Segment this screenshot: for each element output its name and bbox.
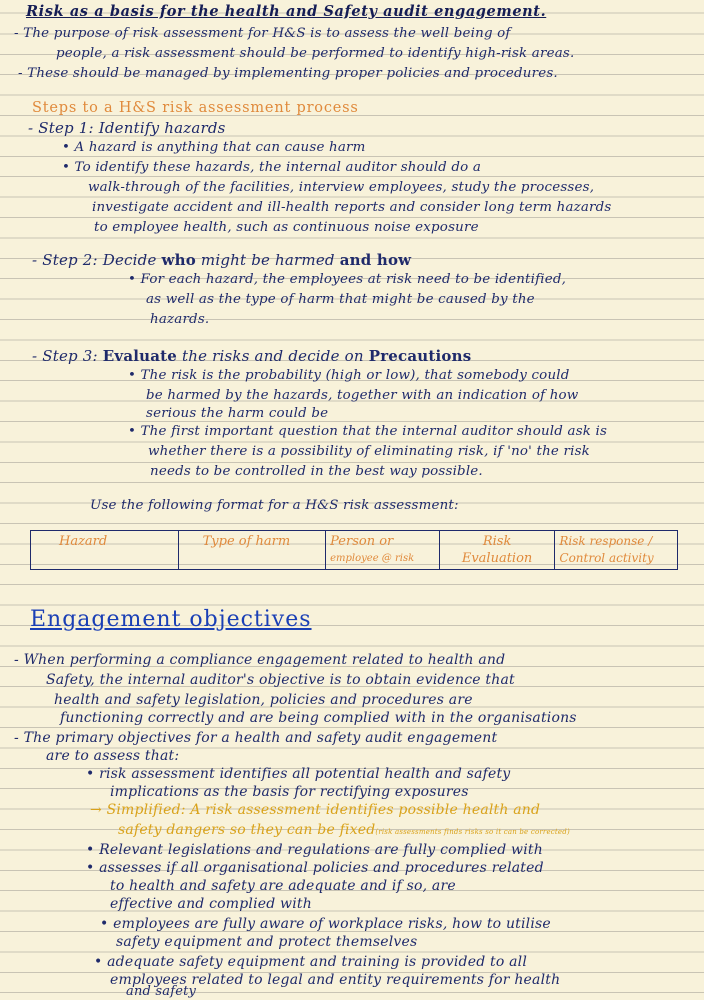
step1-line-2: • To identify these hazards, the internal auditor should do a	[62, 160, 482, 175]
step3-line-6: needs to be controlled in the best way possible.	[150, 464, 483, 479]
engagement-line-7: • risk assessment identifies all potential health and safety	[86, 766, 511, 782]
page-title: Risk as a basis for the health and Safety audit engagement.	[26, 3, 547, 20]
step1-line-3: walk-through of the facilities, interview employees, study the processes,	[88, 180, 595, 195]
engagement-heading: Engagement objectives	[30, 607, 312, 632]
bullet-line-9: and safety	[126, 984, 197, 999]
step2-label-how: and how	[339, 251, 412, 269]
bullet-line-5: • employees are fully aware of workplace risks, how to utilise	[100, 916, 551, 932]
simplified-line-1: → Simplified: A risk assessment identifies possible health and	[90, 802, 541, 818]
bullet-line-3: to health and safety are adequate and if so, are	[110, 878, 456, 894]
step1-label: - Step 1: Identify hazards	[28, 119, 226, 137]
intro-line-2: people, a risk assessment should be performed to identify high-risk areas.	[56, 46, 575, 61]
engagement-line-8: implications as the basis for rectifying exposures	[110, 784, 469, 800]
table-header-person: Person or employee @ risk	[326, 531, 440, 569]
bullet-line-4: effective and complied with	[110, 896, 312, 912]
format-line: Use the following format for a H&S risk assessment:	[90, 498, 459, 513]
bullet-line-2: • assesses if all organisational policies and procedures related	[86, 860, 544, 876]
bullet-line-1: • Relevant legislations and regulations are fully complied with	[86, 842, 543, 858]
intro-line-1: - The purpose of risk assessment for H&S is to assess the well being of	[14, 26, 511, 41]
steps-heading: Steps to a H&S risk assessment process	[32, 100, 359, 116]
step3-label-pre: - Step 3:	[32, 347, 103, 365]
step2-label-who: who	[161, 251, 196, 269]
simplified-line-2	[118, 820, 570, 842]
step2-label-mid: might be harmed	[195, 251, 340, 269]
step3-line-1: • The risk is the probability (high or low), that somebody could	[128, 368, 570, 383]
engagement-line-1: - When performing a compliance engagement related to health and	[14, 652, 506, 668]
table-header-risk-evaluation: Risk Evaluation	[440, 531, 556, 569]
step1-line-4: investigate accident and ill-health reports and consider long term hazards	[92, 200, 612, 215]
step2-label-pre: - Step 2: Decide	[32, 251, 162, 269]
step3-line-4: • The first important question that the internal auditor should ask is	[128, 424, 608, 439]
table-header-hazard: Hazard	[31, 531, 179, 569]
table-header-risk-response: Risk response / Control activity	[559, 534, 654, 565]
table-header-type-of-harm: Type of harm	[179, 531, 327, 569]
risk-assessment-table	[30, 530, 678, 570]
step3-line-2: be harmed by the hazards, together with an indication of how	[146, 388, 579, 403]
step3-label-prec: Precautions	[368, 347, 472, 365]
bullet-line-8: employees related to legal and entity requirements for health	[110, 972, 561, 988]
step3-line-3: serious the harm could be	[146, 406, 329, 421]
step3-label-mid: the risks and decide on	[177, 347, 369, 365]
step2-line-2: as well as the type of harm that might be caused by the	[146, 292, 535, 307]
engagement-line-4: functioning correctly and are being complied with in the organisations	[60, 710, 577, 726]
step1-line-5: to employee health, such as continuous noise exposure	[94, 220, 479, 235]
bullet-line-7: • adequate safety equipment and training is provided to all	[94, 954, 528, 970]
step3-line-5: whether there is a possibility of eliminating risk, if 'no' the risk	[148, 444, 590, 459]
step1-line-1: • A hazard is anything that can cause harm	[62, 140, 366, 155]
step2-line-3: hazards.	[150, 312, 210, 327]
step2-label	[32, 250, 411, 270]
engagement-line-5: - The primary objectives for a health and safety audit engagement	[14, 730, 498, 746]
step2-line-1: • For each hazard, the employees at risk need to be identified,	[128, 272, 567, 287]
bullet-line-6: safety equipment and protect themselves	[116, 934, 418, 950]
engagement-line-6: are to assess that:	[46, 748, 180, 764]
simplified-line-2-text: safety dangers so they can be fixed	[118, 822, 376, 838]
simplified-note: (risk assessments finds risks so it can be corrected)	[375, 828, 570, 836]
engagement-line-2: Safety, the internal auditor's objective is to obtain evidence that	[46, 672, 515, 688]
step3-label	[32, 346, 471, 366]
intro-line-3: - These should be managed by implementing proper policies and procedures.	[18, 66, 558, 81]
engagement-line-3: health and safety legislation, policies and procedures are	[54, 692, 473, 708]
step3-label-eval: Evaluate	[102, 347, 178, 365]
